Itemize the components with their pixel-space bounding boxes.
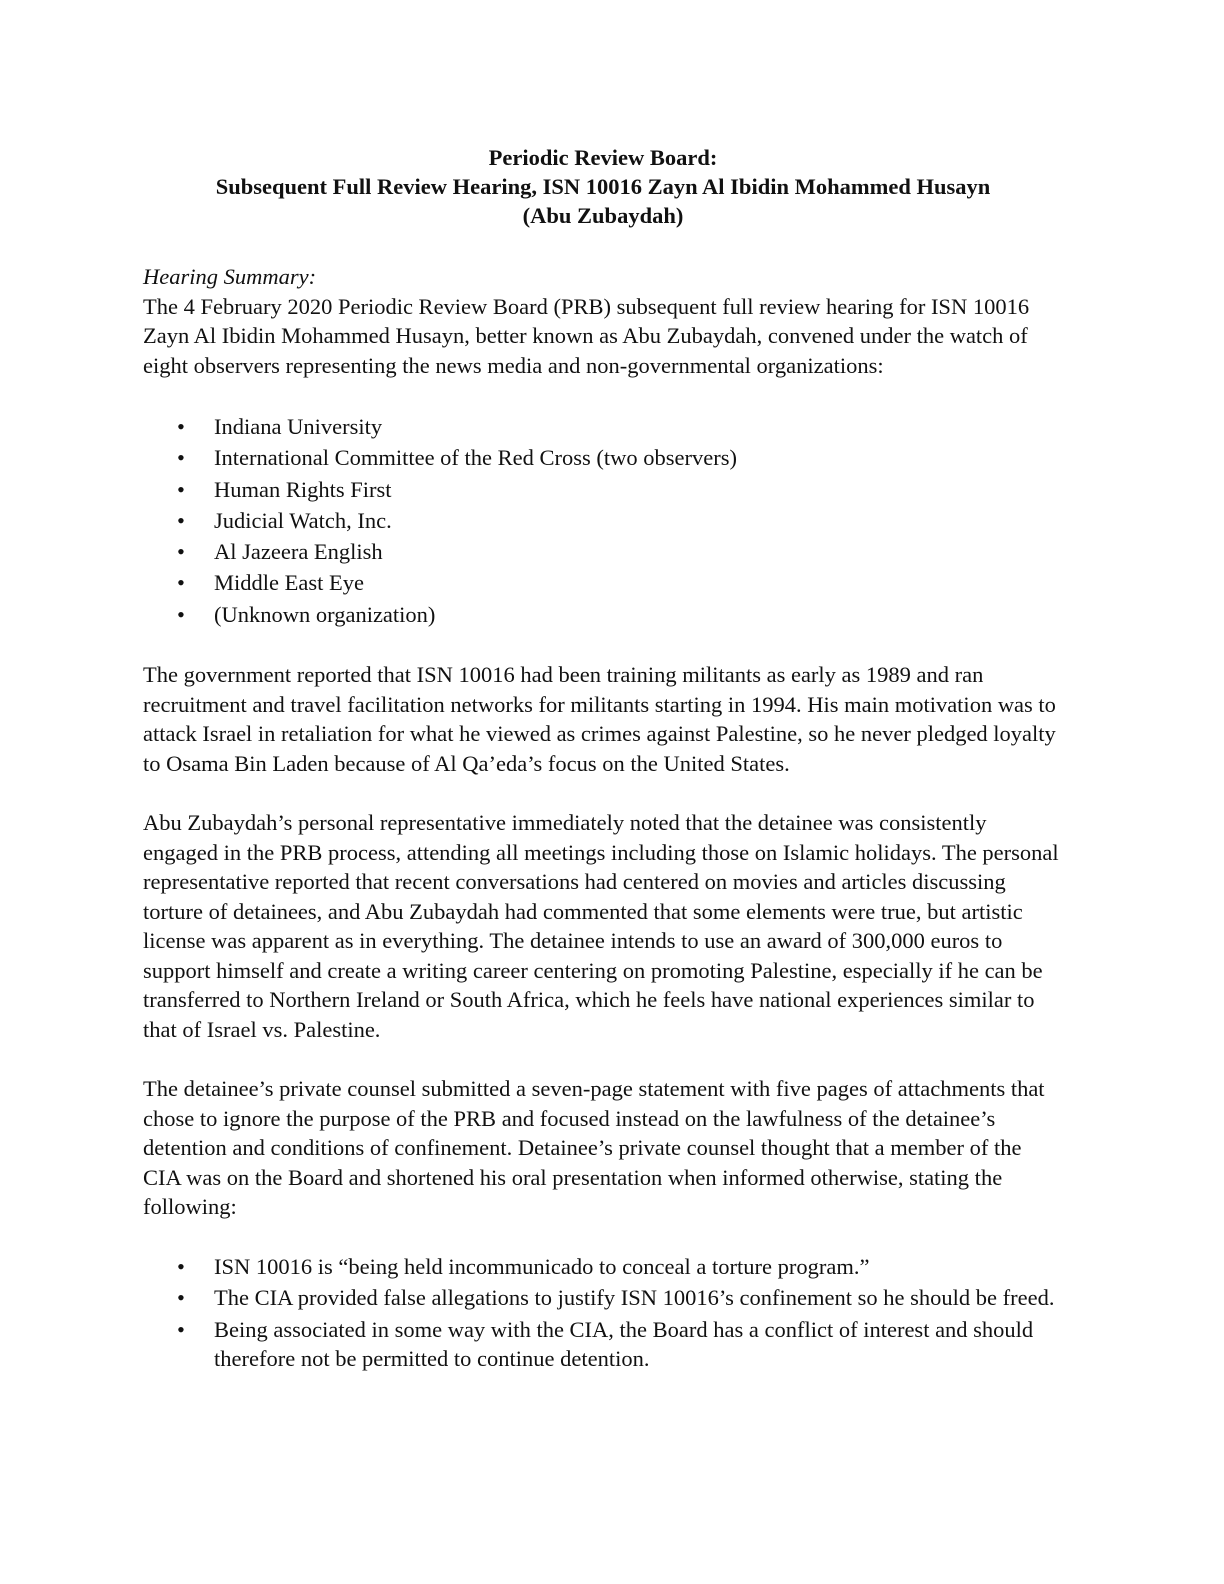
counsel-paragraph: The detainee’s private counsel submitted a seven-page statement with five pages of attachments that chose to ignore the purpose of the PRB and focused instead on the lawfulness of the detainee’s detention and conditions of confinement. Detainee’s private counsel thought that a member of the CIA was on the Board and shortened his oral presentation when informed otherwise, stating the following: — [143, 1076, 1045, 1220]
intro-paragraph: The 4 February 2020 Periodic Review Board (PRB) subsequent full review hearing for ISN 10016 Zayn Al Ibidin Mohammed Husayn, better known as Abu Zubaydah, convened under the watch of eight observers representing the news media and non-governmental organizations: — [143, 293, 1030, 378]
counsel-point: The CIA provided false allegations to justify ISN 10016’s confinement so he should be freed. — [214, 1285, 1055, 1311]
counsel-point: ISN 10016 is “being held incommunicado to conceal a torture program.” — [214, 1253, 870, 1279]
list-item — [143, 474, 1063, 505]
observer-name: Judicial Watch, Inc. — [214, 507, 392, 533]
bullet-icon: • — [177, 539, 185, 565]
list-item — [143, 1283, 1063, 1313]
observer-list — [143, 411, 1063, 630]
counsel-point: Being associated in some way with the CIA, the Board has a conflict of interest and should therefore not be permitted to continue detention. — [214, 1316, 1034, 1372]
observer-name: Al Jazeera English — [214, 539, 383, 565]
list-item — [143, 599, 1063, 630]
title-line-2: Subsequent Full Review Hearing, ISN 10016 Zayn Al Ibidin Mohammed Husayn — [215, 174, 991, 199]
observer-name: International Committee of the Red Cross (two observers) — [214, 445, 738, 471]
list-item — [143, 505, 1063, 536]
bullet-icon: • — [177, 445, 185, 471]
observer-name: Middle East Eye — [214, 570, 364, 596]
list-item — [143, 567, 1063, 598]
document-title — [143, 143, 1063, 230]
bullet-icon: • — [177, 414, 185, 439]
observer-name: Indiana University — [214, 414, 383, 439]
list-item — [143, 1252, 1063, 1282]
observer-name: (Unknown organization) — [214, 601, 436, 627]
government-paragraph: The government reported that ISN 10016 had been training militants as early as 1989 and ran recruitment and travel facilitation networks for militants starting in 1994. His main motivation was to attack Israel in retaliation for what he viewed as crimes against Palestine, so he never pledged loyalty to Osama Bin Laden because of Al Qa’eda’s focus on the United States. — [143, 662, 1056, 776]
title-line-3: (Abu Zubaydah) — [522, 203, 684, 228]
bullet-icon: • — [177, 1285, 185, 1311]
list-item — [143, 411, 1063, 442]
bullet-icon: • — [177, 1253, 185, 1279]
counsel-points-list — [143, 1252, 1063, 1374]
bullet-icon: • — [177, 570, 185, 596]
representative-paragraph: Abu Zubaydah’s personal representative immediately noted that the detainee was consistently engaged in the PRB process, attending all meetings including those on Islamic holidays. The personal representative reported that recent conversations had centered on movies and articles discussing torture of detainees, and Abu Zubaydah had commented that some elements were true, but artistic license was apparent as in everything. The detainee intends to use an award of 300,000 euros to support himself and create a writing career centering on promoting Palestine, especially if he can be transferred to Northern Ireland or South Africa, which he feels have national experiences similar to that of Israel vs. Palestine. — [143, 810, 1059, 1042]
title-line-1: Periodic Review Board: — [488, 145, 718, 170]
bullet-icon: • — [177, 476, 185, 502]
list-item — [143, 536, 1063, 567]
document-page — [143, 143, 1063, 1404]
bullet-icon: • — [177, 507, 185, 533]
observer-name: Human Rights First — [214, 476, 392, 502]
list-item — [143, 442, 1063, 473]
section-label: Hearing Summary: — [143, 264, 317, 289]
bullet-icon: • — [177, 1316, 185, 1342]
bullet-icon: • — [177, 601, 185, 627]
list-item — [143, 1315, 1063, 1374]
